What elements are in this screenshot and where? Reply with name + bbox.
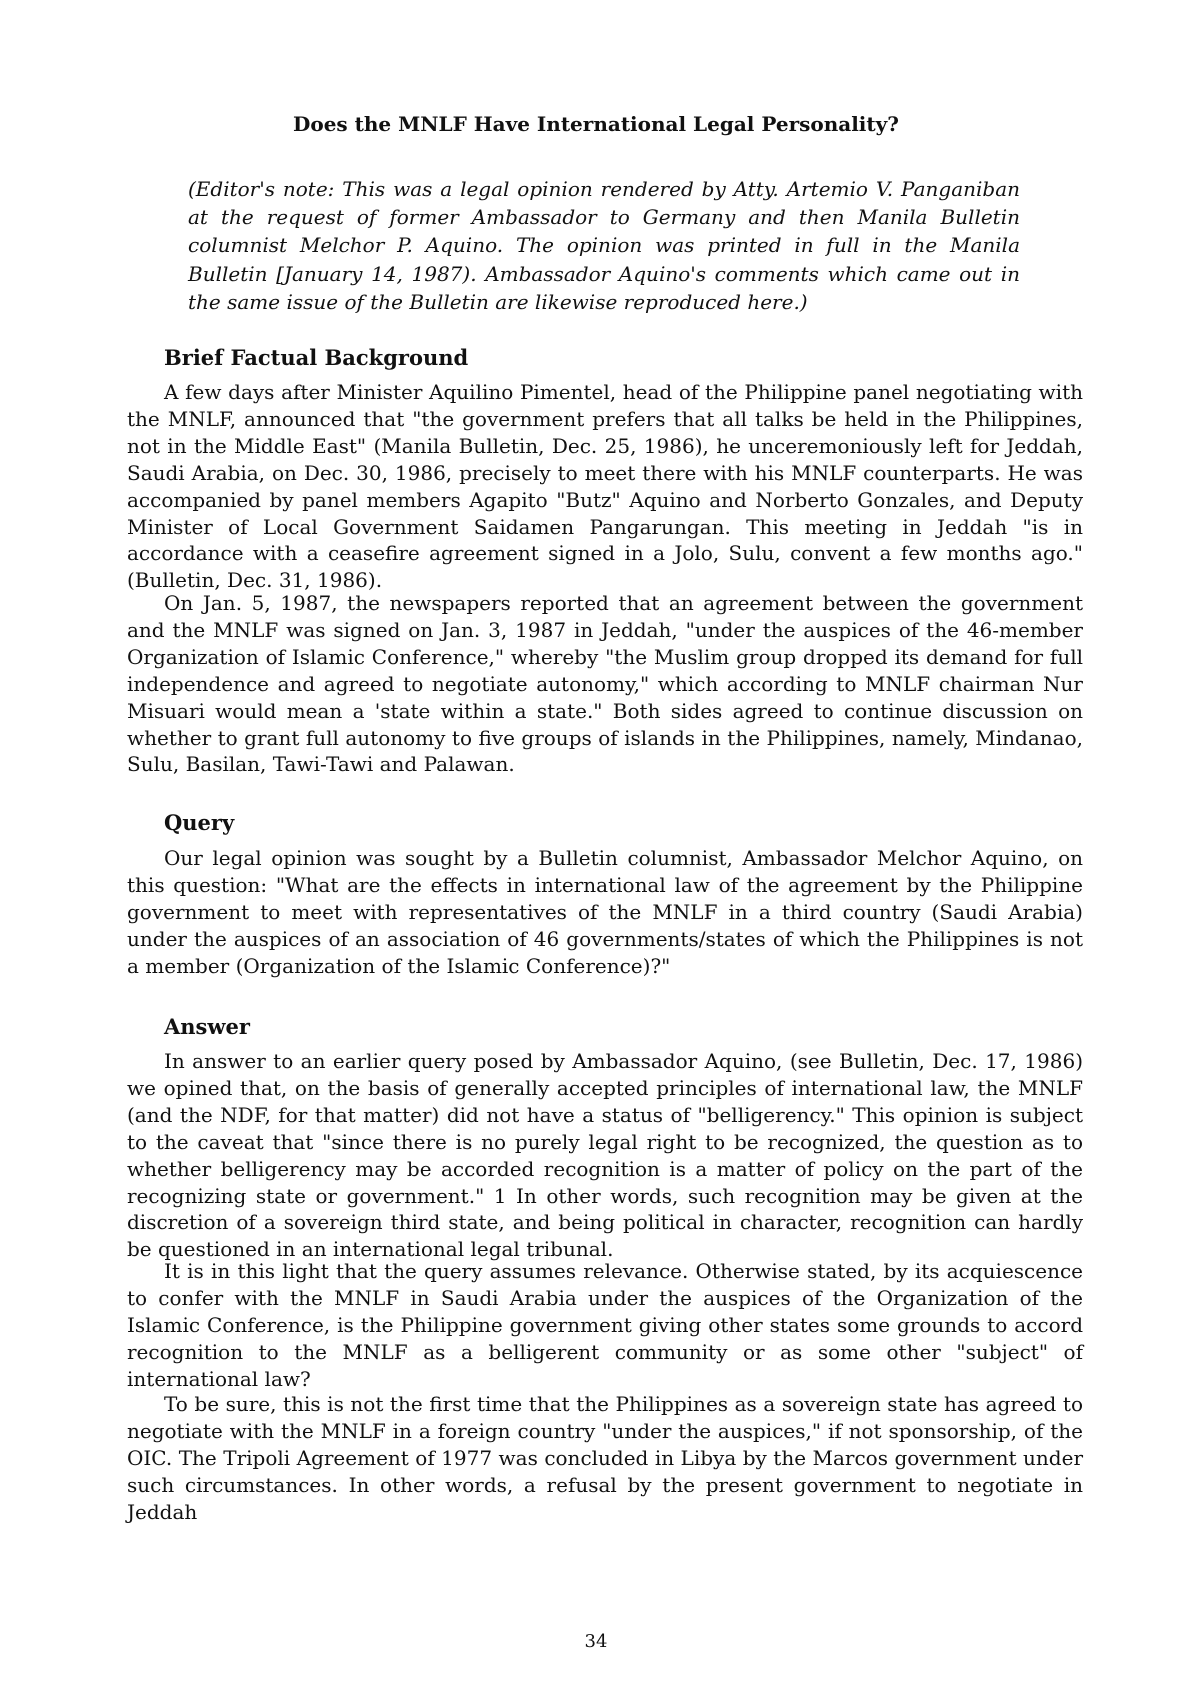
page-number: 34 — [584, 1631, 608, 1652]
paragraph-background-2: On Jan. 5, 1987, the newspapers reported that an agreement between the government and the MNLF was signed on Jan. 3, 1987 in Jeddah, "under the auspices of the 46-member Organization of Islamic Conference," whereby "the Muslim group dropped its demand for full independence and agreed to negotiate autonomy," which according to MNLF chairman Nur Misuari would mean a 'state within a state." Both sides agreed to continue discussion on whether to grant full autonomy to five groups of islands in the Philippines, namely, Mindanao, Sulu, Basilan, Tawi-Tawi and Palawan. — [127, 591, 1083, 777]
paragraph-answer-1: In answer to an earlier query posed by Ambassador Aquino, (see Bulletin, Dec. 17, 1986) we opined that, on the basis of generally accepted principles of international law, the MNLF (and the NDF, for that matter) did not have a status of "belligerency." This opinion is subject to the caveat that "since there is no purely legal right to be recognized, the question as to whether belligerency may be accorded recognition is a matter of policy on the part of the recognizing state or government." 1 In other words, such recognition may be given at the discretion of a sovereign third state, and being political in character, recognition can hardly be questioned in an international legal tribunal. — [127, 1049, 1083, 1262]
paragraph-query-1: Our legal opinion was sought by a Bulletin columnist, Ambassador Melchor Aquino, on this question: "What are the effects in international law of the agreement by the Philippine government to meet with representatives of the MNLF in a third country (Saudi Arabia) under the auspices of an association of 46 governments/states of which the Philippines is not a member (Organization of the Islamic Conference)?" — [127, 846, 1083, 978]
editor-note: (Editor's note: This was a legal opinion rendered by Atty. Artemio V. Panganiban at the request of former Ambassador to Germany and then Manila Bulletin columnist Melchor P. Aquino. The opinion was printed in full in the Manila Bulletin [January 14, 1987). Ambassador Aquino's comments which came out in the same issue of the Bulletin are likewise reproduced here.) — [188, 177, 1020, 314]
paragraph-answer-2: It is in this light that the query assumes relevance. Otherwise stated, by its acquiescence to confer with the MNLF in Saudi Arabia under the auspices of the Organization of the Islamic Conference, is the Philippine government giving other states some grounds to accord recognition to the MNLF as a belligerent community or as some other "subject" of international law? — [127, 1259, 1083, 1391]
section-heading-background: Brief Factual Background — [164, 345, 469, 370]
section-heading-query: Query — [164, 810, 235, 835]
document-title: Does the MNLF Have International Legal Personality? — [293, 112, 899, 136]
section-heading-answer: Answer — [164, 1014, 250, 1039]
paragraph-answer-3: To be sure, this is not the first time that the Philippines as a sovereign state has agreed to negotiate with the MNLF in a foreign country "under the auspices," if not sponsorship, of the OIC. The Tripoli Agreement of 1977 was concluded in Libya by the Marcos government under such circumstances. In other words, a refusal by the present government to negotiate in Jeddah — [127, 1392, 1083, 1524]
paragraph-background-1: A few days after Minister Aquilino Pimentel, head of the Philippine panel negotiating with the MNLF, announced that "the government prefers that all talks be held in the Philippines, not in the Middle East" (Manila Bulletin, Dec. 25, 1986), he unceremoniously left for Jeddah, Saudi Arabia, on Dec. 30, 1986, precisely to meet there with his MNLF counterparts. He was accompanied by panel members Agapito "Butz" Aquino and Norberto Gonzales, and Deputy Minister of Local Government Saidamen Pangarungan. This meeting in Jeddah "is in accordance with a ceasefire agreement signed in a Jolo, Sulu, convent a few months ago." (Bulletin, Dec. 31, 1986). — [127, 380, 1083, 593]
